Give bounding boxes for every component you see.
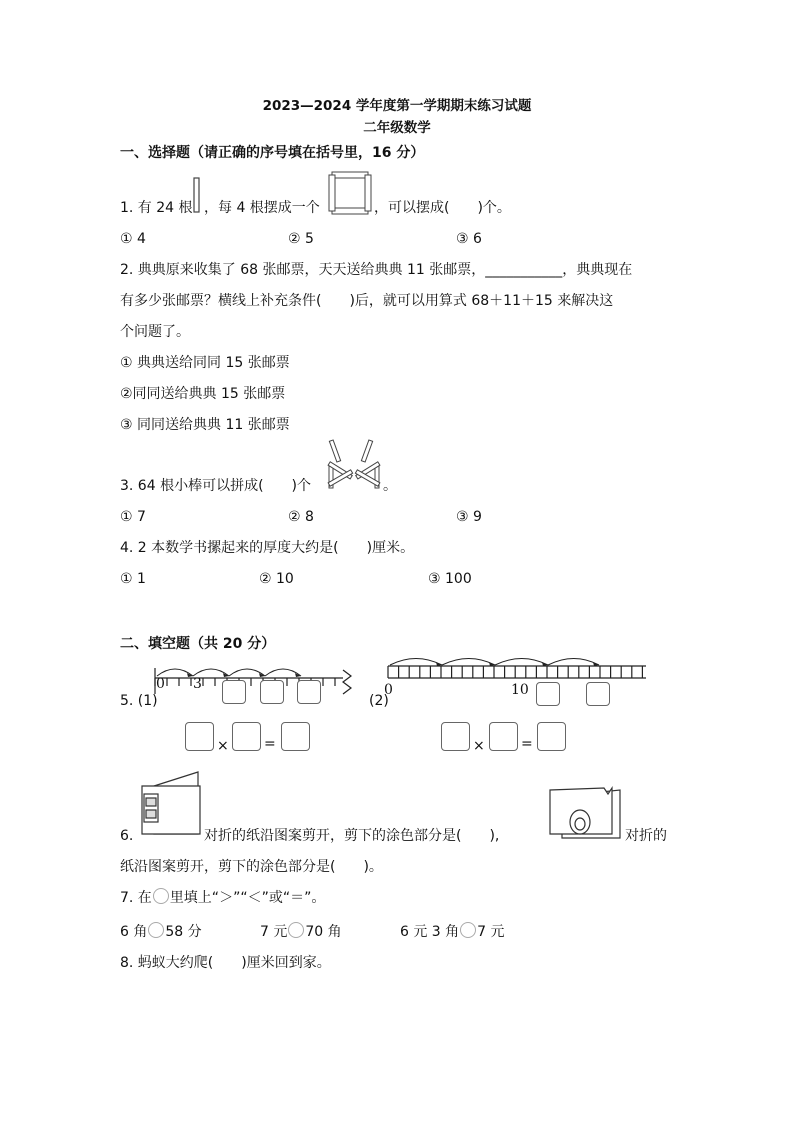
q7-item-2-left: 7 元 <box>260 924 288 940</box>
section-1-heading: 一、选择题（请正确的序号填在括号里，16 分） <box>120 145 425 161</box>
ruler-2-blank-2[interactable] <box>586 682 610 706</box>
q7-item-1-circle[interactable] <box>148 922 164 938</box>
q2-option-2[interactable]: ②同同送给典典 15 张邮票 <box>120 386 286 402</box>
compare-circle-icon <box>153 888 169 904</box>
q7-instruction <box>120 888 325 908</box>
q8-text: 8. 蚂蚁大约爬( )厘米回到家。 <box>120 955 331 971</box>
ruler-1-blank-3[interactable] <box>297 680 321 704</box>
q3-option-3[interactable]: ③ 9 <box>456 509 482 525</box>
q7-item-1-left: 6 角 <box>120 924 148 940</box>
page-title: 2023—2024 学年度第一学期期末练习试题 <box>262 98 532 114</box>
eq2-blank-2[interactable] <box>489 722 518 751</box>
q3-option-1[interactable]: ① 7 <box>120 509 146 525</box>
ruler-1-label-0: 0 <box>156 676 165 692</box>
q7-text-a: 7. 在 <box>120 890 152 906</box>
q2-option-3[interactable]: ③ 同同送给典典 11 张邮票 <box>120 417 290 433</box>
q1-option-1[interactable]: ① 4 <box>120 231 146 247</box>
stick-square-icon <box>327 170 373 216</box>
q2-line-1: 2. 典典原来收集了 68 张邮票，天天送给典典 11 张邮票，___________，典典现在 <box>120 262 633 278</box>
q7-item-2 <box>260 922 342 942</box>
ruler-2-blank-1[interactable] <box>536 682 560 706</box>
q6-label: 6. <box>120 828 134 844</box>
q1-option-2[interactable]: ② 5 <box>288 231 314 247</box>
q2-line-2: 有多少张邮票？横线上补充条件( )后，就可以用算式 68＋11＋15 来解决这 <box>120 293 614 309</box>
q7-item-3-right: 7 元 <box>477 924 505 940</box>
eq1-equals: = <box>264 736 276 752</box>
eq1-times: × <box>217 738 229 754</box>
folded-paper-1-icon <box>140 770 204 838</box>
ruler-2-label-10: 10 <box>511 682 529 698</box>
folded-paper-2-icon <box>548 786 624 844</box>
eq2-blank-3[interactable] <box>537 722 566 751</box>
stick-icon <box>193 177 201 215</box>
q6-text-b: 对折的 <box>625 828 667 844</box>
ruler-1-blank-1[interactable] <box>222 680 246 704</box>
q5-label-2: (2) <box>369 693 389 709</box>
ruler-1-blank-2[interactable] <box>260 680 284 704</box>
butterfly-sticks-icon <box>327 442 383 492</box>
q6-text-a: 对折的纸沿图案剪开，剪下的涂色部分是( ), <box>204 828 500 844</box>
ruler-1 <box>153 660 353 700</box>
q3-option-2[interactable]: ② 8 <box>288 509 314 525</box>
section-2-heading: 二、填空题（共 20 分） <box>120 636 276 652</box>
q4-option-2[interactable]: ② 10 <box>259 571 294 587</box>
q3-text-b: 。 <box>383 478 397 494</box>
q4-option-1[interactable]: ① 1 <box>120 571 146 587</box>
ruler-2-label-0: 0 <box>384 682 393 698</box>
q7-item-3-circle[interactable] <box>460 922 476 938</box>
eq1-blank-1[interactable] <box>185 722 214 751</box>
eq1-blank-3[interactable] <box>281 722 310 751</box>
ruler-1-label-3: 3 <box>193 676 202 692</box>
q1-text-b: ，每 4 根摆成一个 <box>204 200 320 216</box>
eq2-equals: = <box>521 736 533 752</box>
q2-option-1[interactable]: ① 典典送给同同 15 张邮票 <box>120 355 290 371</box>
q1-text-a: 1. 有 24 根 <box>120 200 193 216</box>
q2-line-3: 个问题了。 <box>120 324 190 340</box>
q7-item-1 <box>120 922 202 942</box>
q4-text: 4. 2 本数学书摞起来的厚度大约是( )厘米。 <box>120 540 415 556</box>
q3-text-a: 3. 64 根小棒可以拼成( )个 <box>120 478 311 494</box>
q4-option-3[interactable]: ③ 100 <box>428 571 472 587</box>
eq2-blank-1[interactable] <box>441 722 470 751</box>
eq2-times: × <box>473 738 485 754</box>
q1-option-3[interactable]: ③ 6 <box>456 231 482 247</box>
q7-item-3-left: 6 元 3 角 <box>400 924 460 940</box>
q1-text-c: ，可以摆成( )个。 <box>374 200 511 216</box>
q7-item-1-right: 58 分 <box>165 924 202 940</box>
q7-item-2-right: 70 角 <box>305 924 342 940</box>
eq1-blank-2[interactable] <box>232 722 261 751</box>
q7-item-2-circle[interactable] <box>288 922 304 938</box>
q7-text-b: 里填上“＞”“＜”或“＝”。 <box>169 890 326 906</box>
q5-label-1: 5. (1) <box>120 693 158 709</box>
q6-line-2: 纸沿图案剪开，剪下的涂色部分是( )。 <box>120 859 383 875</box>
page-subtitle: 二年级数学 <box>363 120 431 136</box>
q7-item-3 <box>400 922 505 942</box>
